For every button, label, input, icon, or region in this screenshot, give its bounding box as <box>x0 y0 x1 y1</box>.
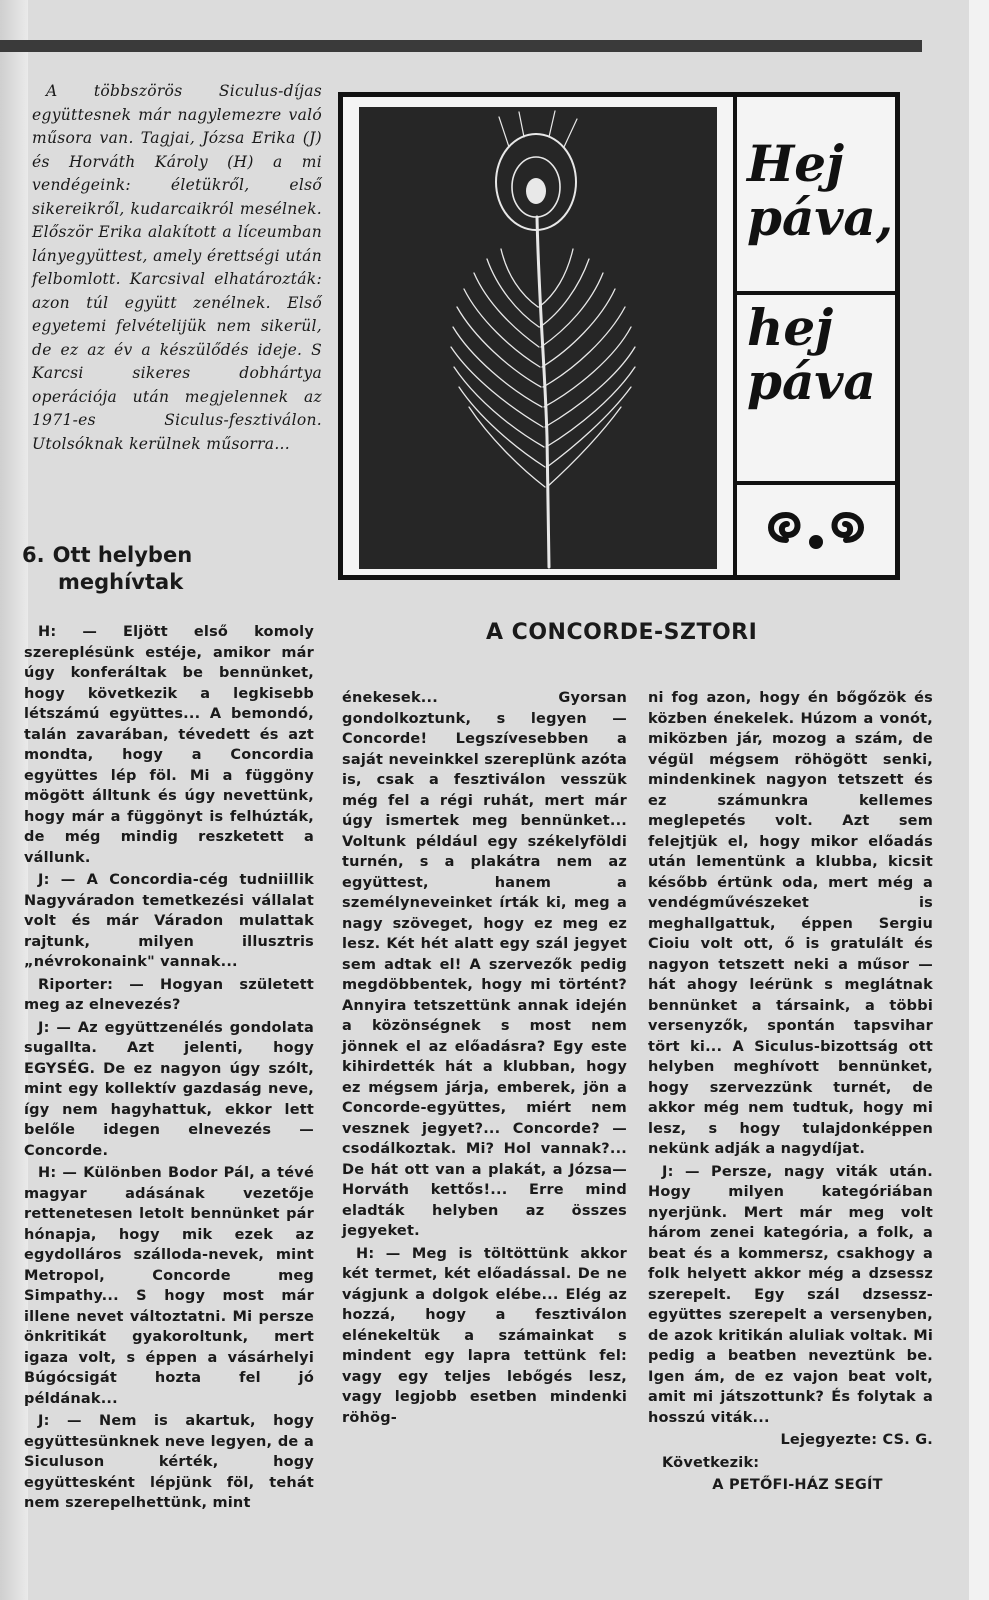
paragraph: H: — Eljött első komoly szereplésünk estéje, amikor már úgy konferáltak be bennünket, hogy következik a legkisebb létszámú együttes... A bemondó, talán zavarában, tévedett és azt mondta, hogy a Concordia együttes lép föl. Mi a függöny mögött álltunk és úgy nevettünk, hogy már a függönyt is felhúzták, de még mindig reszketett a vállunk. <box>24 624 314 866</box>
paragraph: J: — Nem is akartuk, hogy együttesünknek neve legyen, de a Siculuson kérték, hogy együttesként lépjünk föl, tehát nem szerepelhettünk, mint <box>24 1413 314 1511</box>
title-hej-pava-1 <box>737 97 895 295</box>
title-line: páva, <box>747 188 894 247</box>
paragraph: H: — Meg is töltöttünk akkor két termet, két előadással. De ne vágjunk a dolgok elébe... Elég az hozzá, hogy a fesztiválon elénekeltük a számainkat s mindent egy lapra tettünk fel: vagy egy teljes lebőgés lesz, vagy legjobb esetben mindenki röhög- <box>342 1245 627 1426</box>
paragraph: J: — A Concordia-cég tudniillik Nagyváradon temetkezési vállalat volt és már Váradon mulattak rajtunk, milyen illusztris „névrokonaink" vannak... <box>24 872 314 970</box>
article-subtitle: A CONCORDE-SZTORI <box>486 620 758 645</box>
title-hej-pava-2 <box>737 295 895 485</box>
chapter-number: 6. <box>22 543 45 567</box>
paragraph: H: — Különben Bodor Pál, a tévé magyar adásának vezetője rettenetesen letolt bennünket pár hónapja, hogy mik ezek az egydolláros szálloda-nevek, mint Metropol, Concorde meg Simpathy... S hogy most már illene nevet változtatni. Mi persze önkritikát gyakoroltunk, mert igaza volt, s éppen a vásárhelyi Búgócsigát hozta fel jó példának... <box>24 1165 314 1407</box>
title-panel <box>733 97 899 575</box>
title-line: Hej <box>747 134 845 193</box>
title-line: hej <box>747 298 834 357</box>
chapter-title-line2: meghívtak <box>58 570 184 594</box>
text-column-3 <box>648 688 933 1498</box>
next-title: A PETŐFI-HÁZ SEGÍT <box>712 1477 883 1493</box>
page-edge-right <box>969 0 989 1600</box>
text-column-2 <box>342 688 627 1430</box>
peacock-feather-icon <box>359 107 717 569</box>
chapter-heading <box>22 542 322 596</box>
feather-image <box>359 107 717 569</box>
paragraph: J: — Persze, nagy viták után. Hogy milyen kategóriában nyerjünk. Mert már meg volt három zenei kategória, a folk, a beat és a kommersz, csakhogy a folk helyett akkor még a dzsessz szerepelt. Egy szál dzsessz-együttes szerepelt a versenyben, de azok kritikán aluliak voltak. Mi pedig a beatben neveztünk be. Igen ám, de ez vajon beat volt, amit mi játszottunk? És folytak a hosszú viták... <box>648 1163 933 1426</box>
intro-paragraph: A többszörös Siculus-díjas együttesnek már nagylemezre való műsora van. Tagjai, Józsa Erika (J) és Horváth Károly (H) a mi vendégeink: életükről, első sikereikről, kudarcaikról mesélnek. Először Erika alakított a líceumban lányegyüttest, amely érettségi után felbomlott. Karcsival elhatározták: azon túl együtt zenélnek. Első egyetemi felvételijük nem sikerül, de ez az év a készülődés ideje. S Karcsi sikeres dobhártya operációja után megjelennek az 1971-es Siculus-fesztiválon. Utolsóknak kerülnek műsorra... <box>32 82 322 453</box>
signature: Lejegyezte: CS. G. <box>780 1432 933 1448</box>
chapter-title-line1: Ott helyben <box>52 543 193 567</box>
spiral-ornament-icon <box>756 500 876 560</box>
text-column-1 <box>24 622 314 1516</box>
paragraph: Riporter: — Hogyan született meg az elnevezés? <box>24 976 314 1013</box>
intro-column <box>32 80 322 458</box>
next-label: Következik: <box>662 1454 760 1471</box>
title-line: páva <box>747 352 876 411</box>
paragraph: énekesek... Gyorsan gondolkoztunk, s legyen — Concorde! Legszívesebben a saját neveinkkel szereplünk azóta is, csak a fesztiválon vesszük még fel a régi ruhát, mert már úgy ismertek meg bennünket... Voltunk például egy székelyföldi turnén, s a plakátra nem az együttest, hanem a személyneveinket írták ki, meg a nagy szöveget, hogy ez meg ez lesz. Két hét alatt egy szál jegyet sem adtak el! A szervezők pedig megdöbbentek, hogy mi történt? Annyira tetszettünk annak idején a közönségnek s most nem jönnek el az előadásra? Egy este kihirdették hát a klubban, hogy ez mégsem járja, emberek, jön a Concorde-együttes, miért nem vesznek jegyet?... Concorde? — csodálkoztak. Mi? Hol vannak?... De hát ott van a plakát, a Józsa—Horváth kettős!... Erre mind eladták helyben az összes jegyeket. <box>342 690 627 1239</box>
paragraph: ni fog azon, hogy én bőgőzök és közben énekelek. Húzom a vonót, miközben jár, mozog a szám, de végül mégsem röhögött senki, mindenkinek nagyon tetszett és ez számunkra kellemes meglepetés volt. Azt sem felejtjük el, hogy mikor előadás után lementünk a klubba, kicsit később értünk oda, mert még a vendégművészeket is meghallgattuk, éppen Sergiu Cioiu volt ott, ő is gratulált és nagyon tetszett neki a műsor — hát ahogy leérünk s meglátnak bennünket a társaink, a többi versenyzők, spontán tapsvihar tört ki... A Siculus-bizottság ott helyben meghívott bennünket, hogy szervezzünk turnét, de akkor még nem tudtuk, hogy mi lesz, s hogy tulajdonképpen nekünk adják a nagydíjat. <box>648 690 933 1157</box>
paragraph: J: — Az együttzenélés gondolata sugallta. Azt jelenti, hogy EGYSÉG. De ez nagyon úgy szólt, mint egy kollektív gazdaság neve, így nem hagyhattuk, ekkor lett belőle idegen elnevezés — Concorde. <box>24 1019 314 1159</box>
top-rule <box>0 40 922 52</box>
logo-cell <box>737 485 895 575</box>
illustration-box <box>338 92 900 580</box>
